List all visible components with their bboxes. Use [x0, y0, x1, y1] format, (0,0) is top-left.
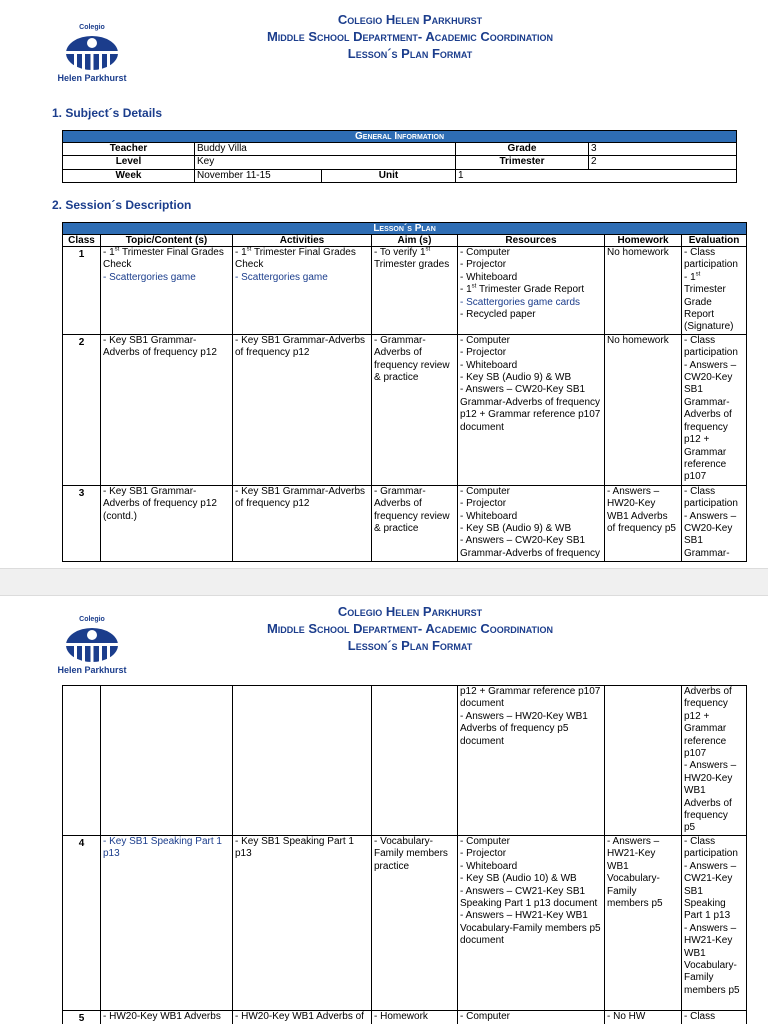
aim-cell: - Grammar- Adverbs of frequency review & practice [372, 485, 458, 561]
trimester-value: 2 [589, 156, 737, 169]
school-logo [54, 616, 134, 678]
evaluation-cell: - Class [682, 1010, 747, 1024]
grade-label: Grade [456, 143, 589, 156]
document-page-2 [0, 596, 768, 1024]
table-row [63, 247, 747, 335]
col-class: Class [63, 235, 101, 247]
header-line-2: Middle School Department- Academic Coordination [266, 29, 554, 44]
document-header [150, 11, 670, 62]
general-information-table [62, 130, 737, 183]
evaluation-cell: Adverbs of frequency p12 + Grammar reference p107 - Answers – HW20-Key WB1 Adverbs of frequency p5 [682, 686, 747, 836]
page-gap [0, 568, 768, 596]
col-resources: Resources [458, 235, 605, 247]
topic-cell: - HW20-Key WB1 Adverbs [101, 1010, 233, 1024]
homework-cell: - Answers – HW20-Key WB1 Adverbs of frequency p5 [605, 485, 682, 561]
lesson-plan-table [62, 222, 747, 562]
table-row [63, 686, 747, 836]
logo-bottom-text: Helen Parkhurst [57, 73, 127, 83]
class-number: 5 [63, 1010, 101, 1024]
week-value: November 11-15 [195, 169, 322, 182]
evaluation-cell: - Class participation - Answers – CW20-Key SB1 Grammar- [682, 485, 747, 561]
unit-value: 1 [456, 169, 737, 182]
class-number: 4 [63, 835, 101, 1010]
homework-cell: - No HW [605, 1010, 682, 1024]
grade-value: 3 [589, 143, 737, 156]
level-value: Key [195, 156, 456, 169]
teacher-label: Teacher [63, 143, 195, 156]
logo-emblem-icon [65, 34, 119, 72]
logo-bottom-text: Helen Parkhurst [57, 665, 127, 675]
resources-cell: - Computer [458, 1010, 605, 1024]
col-topic: Topic/Content (s) [101, 235, 233, 247]
section-subject-details: 1. Subject´s Details [52, 106, 163, 120]
resources-cell: p12 + Grammar reference p107 document - Answers – HW20-Key WB1 Adverbs of frequency p5 document [458, 686, 605, 836]
class-number: 2 [63, 334, 101, 485]
lesson-plan-bar: Lesson´s Plan [63, 223, 747, 235]
aim-cell: - Grammar- Adverbs of frequency review & practice [372, 334, 458, 485]
table-row [63, 1010, 747, 1024]
col-activities: Activities [233, 235, 372, 247]
logo-emblem-icon [65, 626, 119, 664]
resources-cell: - Computer - Projector - Whiteboard - 1st Trimester Grade Report - Scattergories game cards - Recycled paper [458, 247, 605, 335]
homework-cell: No homework [605, 334, 682, 485]
activities-cell: - Key SB1 Grammar-Adverbs of frequency p12 [233, 485, 372, 561]
class-number: 1 [63, 247, 101, 335]
resources-cell: - Computer - Projector - Whiteboard - Key SB (Audio 9) & WB - Answers – CW20-Key SB1 Grammar-Adverbs of frequency p12 + Grammar reference p107 document [458, 334, 605, 485]
week-label: Week [63, 169, 195, 182]
table-row [63, 485, 747, 561]
unit-label: Unit [322, 169, 456, 182]
topic-cell: - Key SB1 Grammar- Adverbs of frequency p12 (contd.) [101, 485, 233, 561]
school-logo [54, 24, 134, 86]
header-line-1: Colegio Helen Parkhurst [337, 604, 483, 619]
aim-cell: - Vocabulary- Family members practice [372, 835, 458, 1010]
general-information-bar: General Information [63, 131, 737, 143]
lesson-plan-table-continued [62, 685, 747, 1024]
header-line-2: Middle School Department- Academic Coordination [266, 621, 554, 636]
level-label: Level [63, 156, 195, 169]
resources-cell: - Computer - Projector - Whiteboard - Key SB (Audio 10) & WB - Answers – CW21-Key SB1 Speaking Part 1 p13 document - Answers – HW21-Key WB1 Vocabulary-Family members p5 document [458, 835, 605, 1010]
topic-cell: - Key SB1 Speaking Part 1 p13 [101, 835, 233, 1010]
header-line-1: Colegio Helen Parkhurst [337, 12, 483, 27]
topic-cell: - 1st Trimester Final Grades Check - Scattergories game [101, 247, 233, 335]
activities-cell: - Key SB1 Speaking Part 1 p13 [233, 835, 372, 1010]
col-evaluation: Evaluation [682, 235, 747, 247]
header-line-3: Lesson´s Plan Format [347, 638, 473, 653]
aim-cell: - To verify 1st Trimester grades [372, 247, 458, 335]
class-number: 3 [63, 485, 101, 561]
section-session-description: 2. Session´s Description [52, 198, 192, 212]
col-homework: Homework [605, 235, 682, 247]
evaluation-cell: - Class participation - Answers – CW21-Key SB1 Speaking Part 1 p13 - Answers – HW21-Key WB1 Vocabulary- Family members p5 [682, 835, 747, 1010]
trimester-label: Trimester [456, 156, 589, 169]
homework-cell: No homework [605, 247, 682, 335]
table-row [63, 835, 747, 1010]
header-line-3: Lesson´s Plan Format [347, 46, 473, 61]
activities-cell: - HW20-Key WB1 Adverbs of [233, 1010, 372, 1024]
homework-cell: - Answers – HW21-Key WB1 Vocabulary- Family members p5 [605, 835, 682, 1010]
col-aim: Aim (s) [372, 235, 458, 247]
resources-cell: - Computer - Projector - Whiteboard - Key SB (Audio 9) & WB - Answers – CW20-Key SB1 Grammar-Adverbs of frequency [458, 485, 605, 561]
teacher-value: Buddy Villa [195, 143, 456, 156]
document-header [150, 603, 670, 654]
topic-cell: - Key SB1 Grammar- Adverbs of frequency p12 [101, 334, 233, 485]
activities-cell: - 1st Trimester Final Grades Check - Scattergories game [233, 247, 372, 335]
aim-cell: - Homework [372, 1010, 458, 1024]
evaluation-cell: - Class participation - 1st Trimester Grade Report (Signature) [682, 247, 747, 335]
table-row [63, 334, 747, 485]
evaluation-cell: - Class participation - Answers – CW20-Key SB1 Grammar- Adverbs of frequency p12 + Grammar reference p107 [682, 334, 747, 485]
activities-cell: - Key SB1 Grammar-Adverbs of frequency p12 [233, 334, 372, 485]
logo-top-text: Colegio [79, 24, 105, 31]
logo-top-text: Colegio [79, 616, 105, 623]
